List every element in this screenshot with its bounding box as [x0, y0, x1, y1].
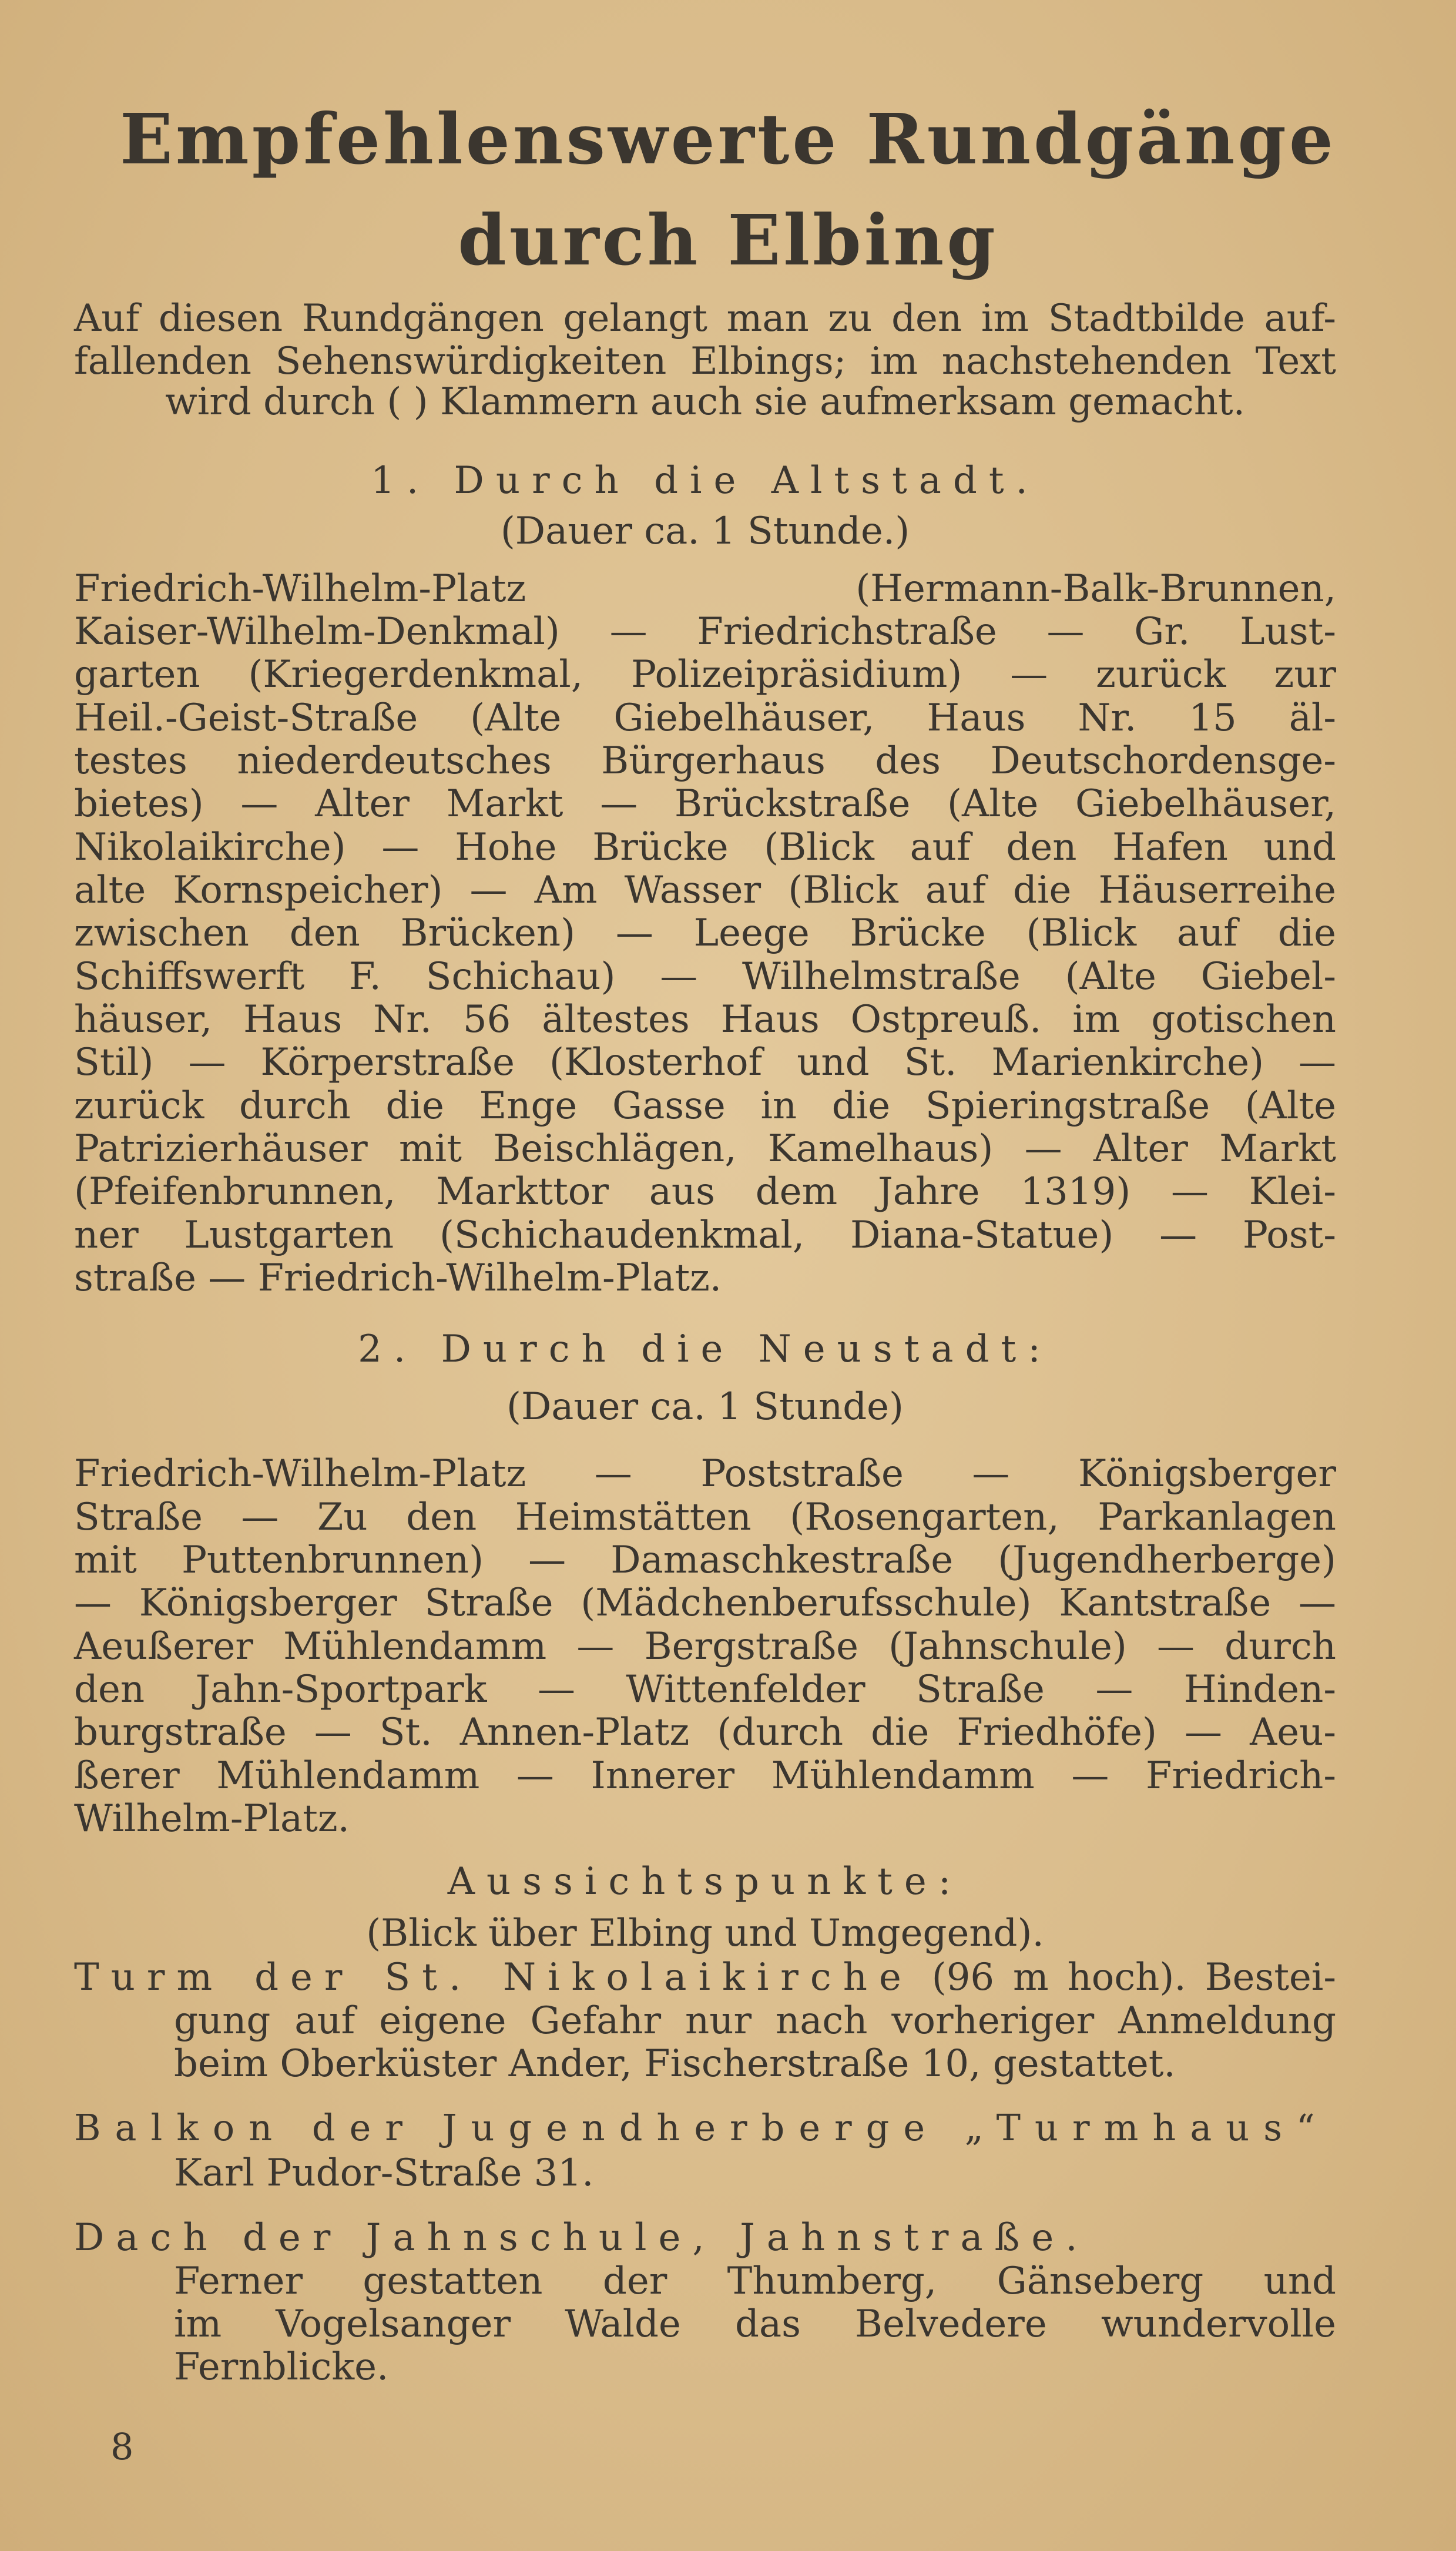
- route-line: Friedrich-Wilhelm-Platz — Poststraße — Königsberger: [74, 1452, 1336, 1496]
- intro-line: fallenden Sehenswürdigkeiten Elbings; im nachstehenden Text: [74, 340, 1336, 383]
- section-duration-neustadt: (Dauer ca. 1 Stunde): [506, 1385, 904, 1429]
- route-line: garten (Kriegerdenkmal, Polizeipräsidium) — zurück zur: [74, 653, 1336, 696]
- route-line: Aeußerer Mühlendamm — Bergstraße (Jahnschule) — durch: [74, 1625, 1336, 1668]
- route-line: testes niederdeutsches Bürgerhaus des Deutschordensge-: [74, 739, 1336, 783]
- section-duration-altstadt: (Dauer ca. 1 Stunde.): [500, 509, 910, 553]
- route-line: zurück durch die Enge Gasse in die Spieringstraße (Alte: [74, 1084, 1336, 1128]
- route-line: Friedrich-Wilhelm-Platz (Hermann-Balk-Brunnen,: [74, 567, 1336, 611]
- route-line: burgstraße — St. Annen-Platz (durch die Friedhöfe) — Aeu-: [74, 1711, 1336, 1754]
- section-heading-altstadt: 1. Durch die Altstadt.: [371, 459, 1039, 502]
- route-line: alte Kornspeicher) — Am Wasser (Blick auf die Häuserreihe: [74, 869, 1336, 912]
- route-line: zwischen den Brücken) — Leege Brücke (Blick auf die: [74, 911, 1336, 955]
- section-heading-neustadt: 2. Durch die Neustadt:: [358, 1328, 1052, 1371]
- route-line: — Königsberger Straße (Mädchenberufsschule) Kantstraße —: [74, 1581, 1336, 1625]
- viewpoint-note-line: Ferner gestatten der Thumberg, Gänseberg und: [174, 2260, 1336, 2303]
- route-line: ßerer Mühlendamm — Innerer Mühlendamm — Friedrich-: [74, 1754, 1336, 1798]
- route-line: Patrizierhäuser mit Beischlägen, Kamelhaus) — Alter Markt: [74, 1127, 1336, 1171]
- viewpoint-dach-name: Dach der Jahnschule, Jahnstraße.: [74, 2216, 1089, 2260]
- viewpoint-balkon-name: Balkon der Jugendherberge „Turmhaus“: [74, 2106, 1329, 2149]
- route-line: häuser, Haus Nr. 56 ältestes Haus Ostpreuß. im gotischen: [74, 998, 1336, 1041]
- page-number: 8: [110, 2425, 134, 2468]
- page-title-line-2: durch Elbing: [458, 199, 998, 281]
- route-line: straße — Friedrich-Wilhelm-Platz.: [74, 1256, 722, 1300]
- route-line: ner Lustgarten (Schichaudenkmal, Diana-Statue) — Post-: [74, 1214, 1336, 1257]
- route-line: Heil.-Geist-Straße (Alte Giebelhäuser, Haus Nr. 15 äl-: [74, 696, 1336, 740]
- route-line: Schiffswerft F. Schichau) — Wilhelmstraße (Alte Giebel-: [74, 955, 1336, 998]
- intro-line: Auf diesen Rundgängen gelangt man zu den im Stadtbilde auf-: [74, 297, 1336, 340]
- page-title-line-1: Empfehlenswerte Rundgänge: [119, 98, 1337, 180]
- section-subheading-aussichtspunkte: (Blick über Elbing und Umgegend).: [366, 1912, 1044, 1955]
- viewpoint-balkon-address: Karl Pudor-Straße 31.: [174, 2151, 594, 2195]
- viewpoint-turm-detail: (96 m hoch). Bestei-: [931, 1956, 1337, 1999]
- intro-line: wird durch ( ) Klammern auch sie aufmerksam gemacht.: [165, 380, 1245, 424]
- route-line: Straße — Zu den Heimstätten (Rosengarten, Parkanlagen: [74, 1496, 1336, 1539]
- viewpoint-turm-line: beim Oberküster Ander, Fischerstraße 10, gestattet.: [174, 2042, 1176, 2086]
- route-line: Kaiser-Wilhelm-Denkmal) — Friedrichstraße — Gr. Lust-: [74, 610, 1336, 653]
- viewpoint-turm: [74, 1956, 1337, 1999]
- route-line: den Jahn-Sportpark — Wittenfelder Straße — Hinden-: [74, 1668, 1336, 1711]
- route-line: bietes) — Alter Markt — Brückstraße (Alte Giebelhäuser,: [74, 782, 1336, 826]
- route-line: Wilhelm-Platz.: [74, 1797, 350, 1841]
- route-line: mit Puttenbrunnen) — Damaschkestraße (Jugendherberge): [74, 1538, 1336, 1582]
- viewpoint-turm-line: gung auf eigene Gefahr nur nach vorheriger Anmeldung: [174, 1999, 1336, 2043]
- route-line: (Pfeifenbrunnen, Markttor aus dem Jahre 1319) — Klei-: [74, 1170, 1336, 1214]
- viewpoint-note-line: Fernblicke.: [174, 2345, 389, 2389]
- viewpoint-turm-name: Turm der St. Nikolaikirche: [74, 1956, 913, 1999]
- section-heading-aussichtspunkte: Aussichtspunkte:: [447, 1860, 963, 1903]
- route-line: Stil) — Körperstraße (Klosterhof und St. Marienkirche) —: [74, 1041, 1336, 1084]
- viewpoint-note-line: im Vogelsanger Walde das Belvedere wundervolle: [174, 2302, 1336, 2346]
- route-line: Nikolaikirche) — Hohe Brücke (Blick auf den Hafen und: [74, 826, 1336, 869]
